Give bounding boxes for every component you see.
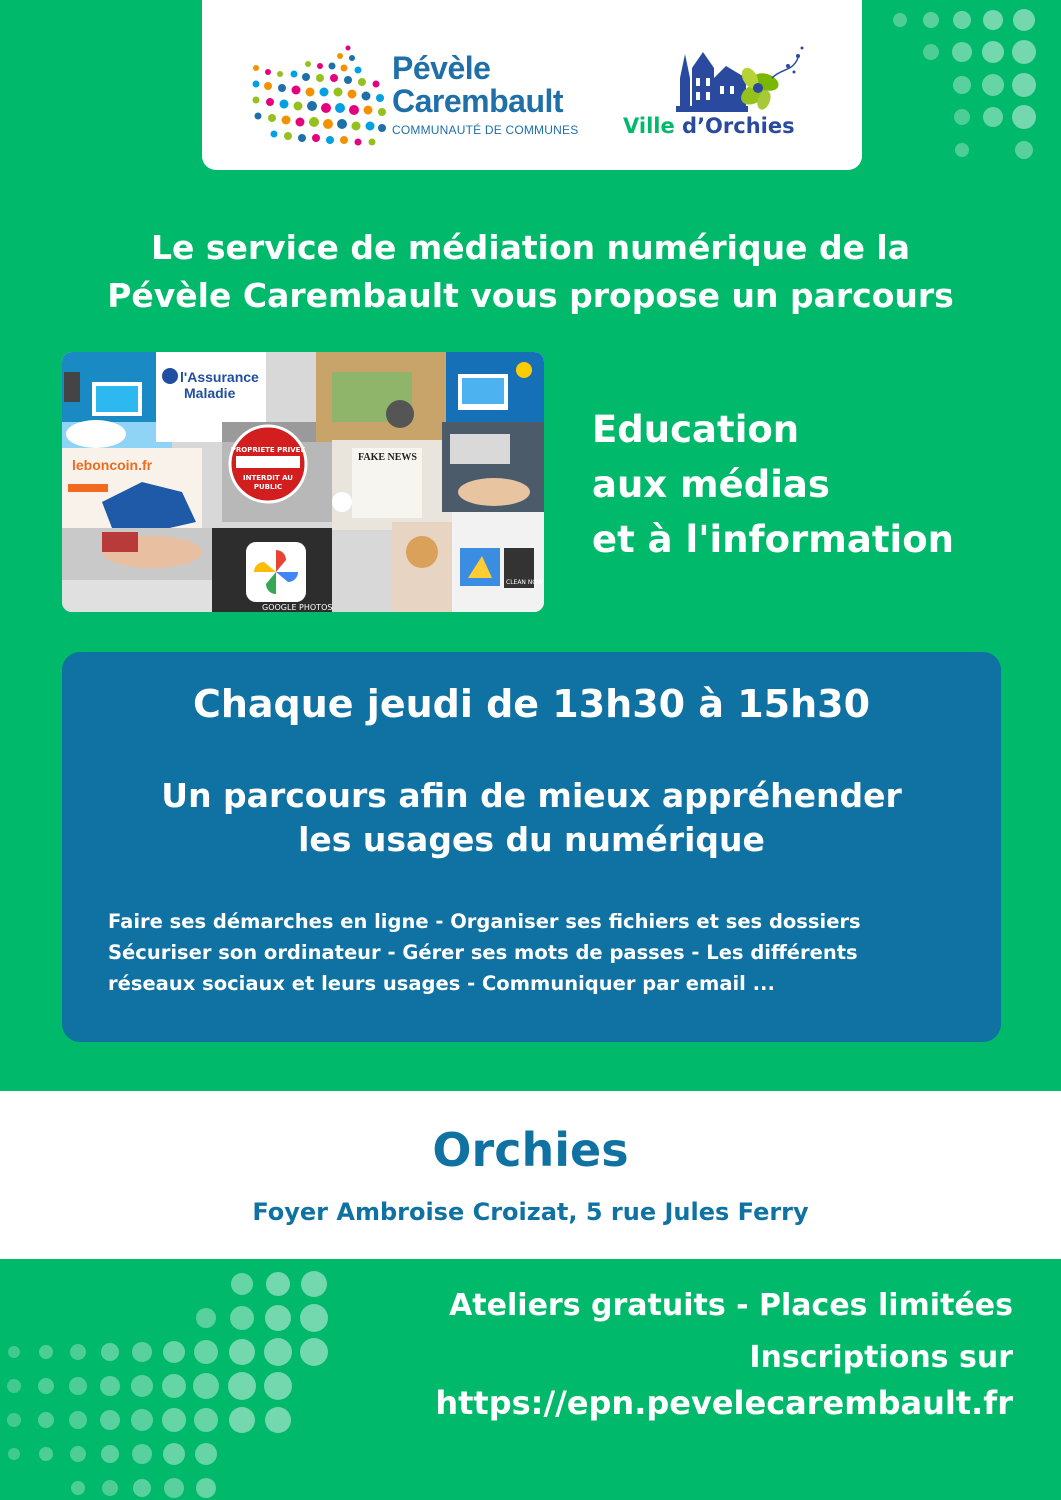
schedule-subtitle-line2: les usages du numérique [298, 820, 765, 859]
pevele-carembault-logo-mark [248, 44, 388, 149]
topics-line2: Sécuriser son ordinateur - Gérer ses mots de passes - Les différents [108, 941, 858, 964]
signup-text: Inscriptions sur [749, 1340, 1013, 1375]
pevele-carembault-wordmark [392, 52, 578, 137]
headline-line1: Le service de médiation numérique de la [150, 228, 911, 267]
ville-orchies-wordmark [623, 114, 795, 138]
topic-line1: Education [592, 408, 800, 451]
topic-line2: aux médias [592, 463, 830, 506]
orchies-label: d’Orchies [682, 114, 795, 138]
schedule-subtitle-line1: Un parcours afin de mieux appréhender [161, 776, 902, 815]
logo-header [202, 0, 862, 170]
schedule-when: Chaque jeudi de 13h30 à 15h30 [192, 682, 871, 726]
fake-news-text: FAKE NEWS [358, 452, 417, 463]
decorative-dots-bottom [0, 1268, 340, 1500]
google-photos-text: GOOGLE PHOTOS [262, 603, 333, 612]
pevele-name-line1: Pévèle [392, 50, 491, 86]
schedule-subtitle [62, 774, 1001, 862]
topics-line3: réseaux sociaux et leurs usages - Communiquer par email ... [108, 972, 775, 995]
ville-label: Ville [623, 114, 683, 138]
sign-bottom-text: INTERDIT AU [243, 474, 293, 482]
topic-title [592, 402, 954, 567]
leboncoin-text: leboncoin.fr [72, 457, 153, 473]
sign-top-text: PROPRIETE PRIVEE [230, 446, 306, 454]
main-headline [0, 224, 1061, 320]
pevele-name-line2: Carembault [392, 83, 564, 119]
free-workshops-text: Ateliers gratuits - Places limitées [449, 1288, 1013, 1323]
clean-now-text: CLEAN NOW [506, 579, 543, 586]
assurance-maladie-logo-text2: Maladie [184, 385, 236, 401]
topic-line3: et à l'information [592, 518, 954, 561]
sign-bottom-text2: PUBLIC [253, 483, 283, 491]
decorative-dots-top [880, 0, 1061, 170]
pevele-subtitle: COMMUNAUTÉ DE COMMUNES [392, 123, 579, 137]
headline-line2: Pévèle Carembault vous propose un parcours [107, 276, 954, 315]
location-city: Orchies [432, 1123, 629, 1177]
assurance-maladie-logo-text: l'Assurance [180, 369, 259, 385]
digital-media-collage [62, 352, 544, 612]
workshop-topics [108, 906, 861, 999]
topics-line1: Faire ses démarches en ligne - Organiser ses fichiers et ses dossiers [108, 910, 861, 933]
location-address: Foyer Ambroise Croizat, 5 rue Jules Ferry [252, 1198, 809, 1226]
signup-url-link[interactable]: https://epn.pevelecarembault.fr [435, 1384, 1013, 1422]
schedule-box [62, 652, 1001, 1042]
